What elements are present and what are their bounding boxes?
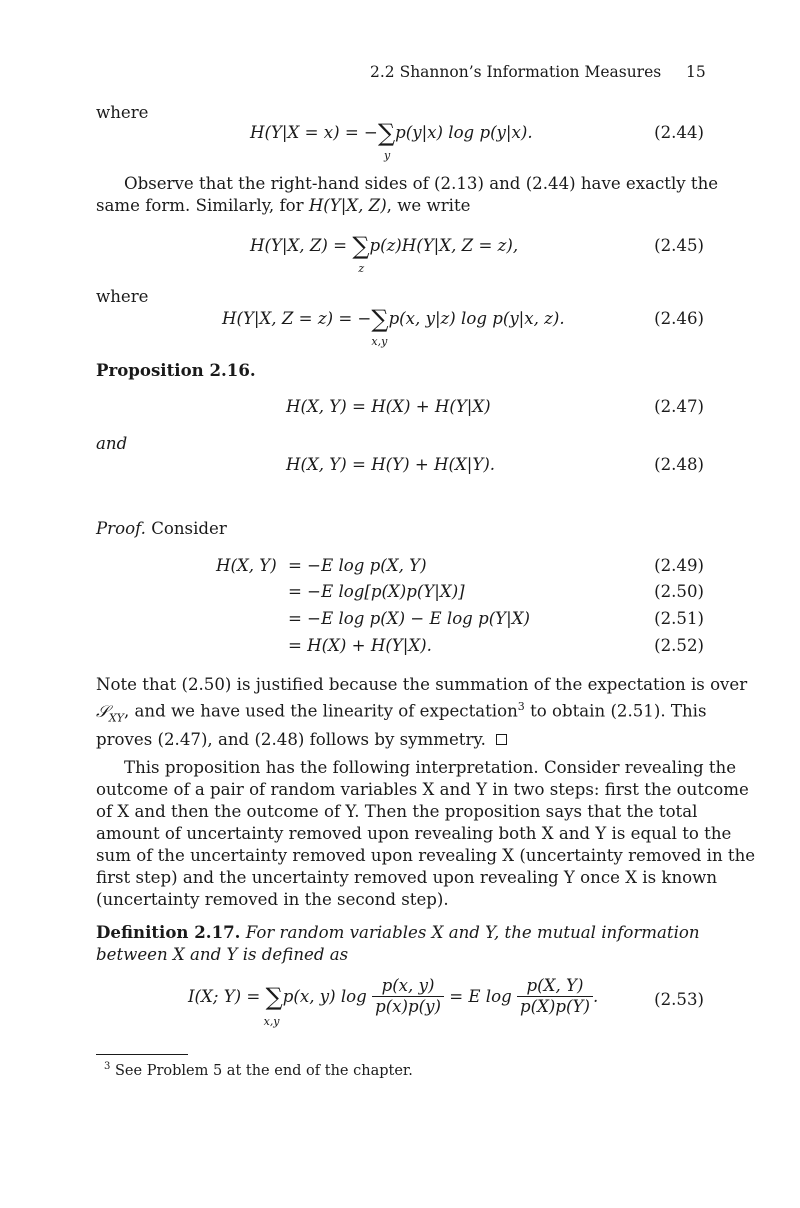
eq-2-45-body: p(z)H(Y|X, Z = z), xyxy=(369,236,519,255)
eq-2-44-lhs: H(Y|X = x) = − xyxy=(250,123,378,142)
interp-line-5: sum of the uncertainty removed upon revealing X (uncertainty removed in the xyxy=(96,846,756,865)
equation-2-44 xyxy=(250,119,533,162)
fraction-1 xyxy=(372,976,444,1017)
note-line-1: Note that (2.50) is justified because the summation of the expectation is over xyxy=(96,675,748,694)
sigma-symbol: ∑ xyxy=(377,119,396,147)
proof-label: Proof. xyxy=(96,519,146,538)
note-line-2: 𝒮$_{XY}$, and we have used the linearity of expectation$^3$ to obtain (2.51). This xyxy=(96,700,707,724)
equation-2-46 xyxy=(222,305,565,348)
observe-line-1: Observe that the right-hand sides of (2.13) and (2.44) have exactly the xyxy=(124,174,719,193)
footnote-mark: 3 xyxy=(104,1061,111,1072)
eq-number-2-44: (2.44) xyxy=(654,123,704,142)
definition-title: Definition 2.17. xyxy=(96,922,241,942)
interp-line-2: outcome of a pair of random variables X and Y in two steps: first the outcome xyxy=(96,780,749,799)
eq-number-2-53: (2.53) xyxy=(654,990,704,1009)
eq-2-53-sum-index: x,y xyxy=(263,1014,280,1028)
page-number: 15 xyxy=(686,63,706,81)
eq-2-50-rhs: = −E log[p(X)p(Y|X)] xyxy=(288,582,465,601)
def-line-2: between X and Y is defined as xyxy=(96,945,349,964)
eq-number-2-50: (2.50) xyxy=(654,582,704,601)
interp-line-6: first step) and the uncertainty removed upon revealing Y once X is known xyxy=(96,868,718,887)
equation-2-48: H(X, Y) = H(Y) + H(X|Y). xyxy=(286,455,496,474)
qed-icon xyxy=(496,734,507,745)
eq-2-46-body: p(x, y|z) log p(y|x, z). xyxy=(388,309,565,328)
eq-2-45-lhs: H(Y|X, Z) = xyxy=(250,236,348,255)
eq-number-2-45: (2.45) xyxy=(654,236,704,255)
eq-2-44-body: p(y|x) log p(y|x). xyxy=(395,123,533,142)
eq-2-46-lhs: H(Y|X, Z = z) = − xyxy=(222,309,372,328)
note-line-3: proves (2.47), and (2.48) follows by symmetry. xyxy=(96,729,704,751)
sigma-symbol: ∑ xyxy=(265,982,283,1011)
where-label-1: where xyxy=(96,103,149,122)
equation-2-53 xyxy=(188,976,599,1028)
eq-2-53-mid: p(x, y) log xyxy=(282,987,367,1006)
eq-2-52-rhs: = H(X) + H(Y|X). xyxy=(288,636,432,655)
eq-2-49-lhs: H(X, Y) xyxy=(216,556,277,575)
frac2-numerator: p(X, Y) xyxy=(517,976,593,997)
observe-math: H(Y|X, Z) xyxy=(308,196,387,215)
footnote-text: See Problem 5 at the end of the chapter. xyxy=(114,1062,413,1079)
proof-consider: Consider xyxy=(151,519,227,538)
eq-2-53-lhs: I(X; Y) = xyxy=(188,987,261,1006)
eq-2-49-rhs: = −E log p(X, Y) xyxy=(288,556,427,575)
frac1-numerator: p(x, y) xyxy=(372,976,444,997)
footnote xyxy=(104,1061,413,1079)
observe-line-2: same form. Similarly, for H(Y|X, Z), we write xyxy=(96,196,471,215)
interp-line-4: amount of uncertainty removed upon revealing both X and Y is equal to the xyxy=(96,824,732,843)
eq-number-2-47: (2.47) xyxy=(654,397,704,416)
eq-2-45-sum-index: z xyxy=(358,262,365,275)
fraction-2 xyxy=(517,976,593,1017)
interp-line-1: This proposition has the following interpretation. Consider revealing the xyxy=(124,758,737,777)
paragraph-interpretation xyxy=(96,757,756,911)
eq-number-2-49: (2.49) xyxy=(654,556,704,575)
eq-2-53-tail: . xyxy=(592,987,599,1006)
eq-number-2-51: (2.51) xyxy=(654,609,704,628)
eq-2-51-rhs: = −E log p(X) − E log p(Y|X) xyxy=(288,609,531,628)
proof-intro xyxy=(96,519,227,538)
eq-number-2-48: (2.48) xyxy=(654,455,704,474)
eq-2-53-e: = E log xyxy=(449,987,512,1006)
footnote-rule xyxy=(96,1054,188,1055)
and-label: and xyxy=(96,434,128,453)
where-label-2: where xyxy=(96,287,149,306)
def-line-1: Definition 2.17. For random variables X and Y, the mutual information xyxy=(96,922,700,942)
eq-2-46-sum-index: x,y xyxy=(371,335,388,348)
eq-2-44-sum-index: y xyxy=(383,149,391,162)
interp-line-7: (uncertainty removed in the second step). xyxy=(96,890,449,909)
proposition-title: Proposition 2.16. xyxy=(96,360,256,380)
running-header-section: 2.2 Shannon’s Information Measures xyxy=(370,63,662,81)
support-set-symbol: 𝒮$_{XY}$ xyxy=(96,701,124,724)
equation-2-47: H(X, Y) = H(X) + H(Y|X) xyxy=(286,397,491,416)
frac2-denominator: p(X)p(Y) xyxy=(520,997,590,1016)
frac1-denominator: p(x)p(y) xyxy=(375,997,441,1016)
paragraph-observe xyxy=(96,173,719,217)
sigma-symbol: ∑ xyxy=(371,305,389,333)
eq-number-2-46: (2.46) xyxy=(654,309,704,328)
definition-block xyxy=(96,921,704,966)
sigma-symbol: ∑ xyxy=(352,232,370,260)
paragraph-note xyxy=(96,674,748,751)
footnote-ref: 3 xyxy=(517,700,525,713)
eq-number-2-52: (2.52) xyxy=(654,636,704,655)
interp-line-3: of X and then the outcome of Y. Then the proposition says that the total xyxy=(96,802,698,821)
equation-2-45 xyxy=(250,232,519,275)
